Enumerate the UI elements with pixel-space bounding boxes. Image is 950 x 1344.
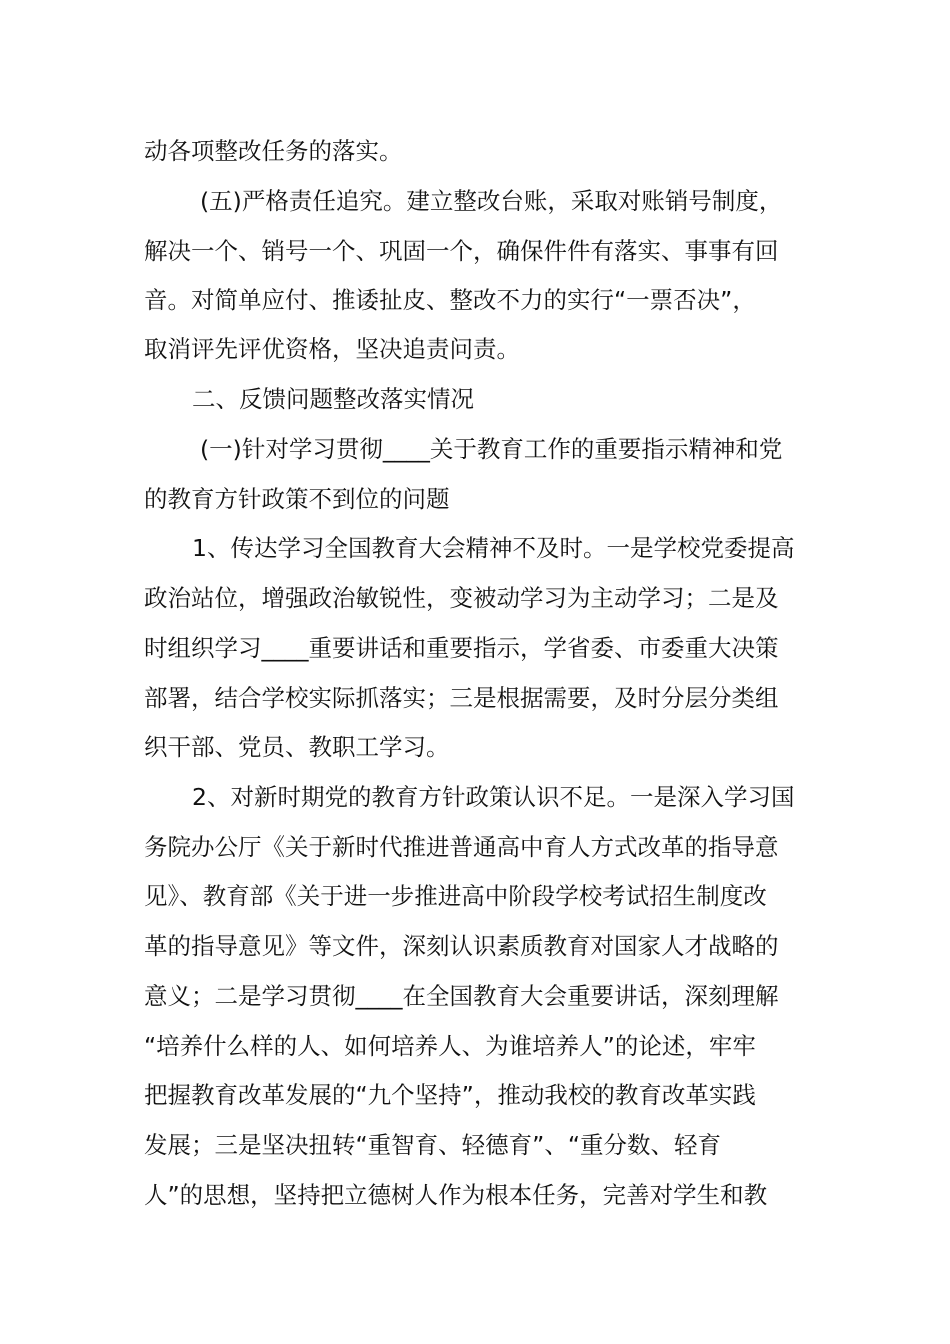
text-line: 部署，结合学校实际抓落实；三是根据需要，及时分层分类组 (144, 684, 779, 712)
text-line: 动各项整改任务的落实。 (144, 137, 403, 165)
text-line: 发展；三是坚决扭转“重智育、轻德育”、“重分数、轻育 (144, 1131, 722, 1159)
text-line: 取消评先评优资格，坚决追责问责。 (144, 335, 520, 363)
text-line: 见》、教育部《关于进一步推进高中阶段学校考试招生制度改 (144, 882, 767, 910)
section-heading: 二、反馈问题整改落实情况 (192, 385, 474, 413)
text-line: (五)严格责任追究。建立整改台账，采取对账销号制度， (200, 187, 783, 215)
text-line: 意义；二是学习贯彻____在全国教育大会重要讲话，深刻理解 (144, 982, 779, 1010)
subsection-heading: 的教育方针政策不到位的问题 (144, 485, 450, 513)
text-line: 务院办公厅《关于新时代推进普通高中育人方式改革的指导意 (144, 833, 779, 861)
text-line: 革的指导意见》等文件，深刻认识素质教育对国家人才战略的 (144, 932, 779, 960)
subsection-heading: (一)针对学习贯彻____关于教育工作的重要指示精神和党 (200, 435, 783, 463)
text-line: “培养什么样的人、如何培养人、为谁培养人”的论述，牢牢 (144, 1032, 756, 1060)
text-line: 2、对新时期党的教育方针政策认识不足。一是深入学习国 (192, 783, 795, 811)
text-line: 音。对简单应付、推诿扯皮、整改不力的实行“一票否决”， (144, 286, 756, 314)
text-line: 时组织学习____重要讲话和重要指示，学省委、市委重大决策 (144, 634, 779, 662)
text-line: 解决一个、销号一个、巩固一个，确保件件有落实、事事有回 (144, 237, 779, 265)
text-line: 政治站位，增强政治敏锐性，变被动学习为主动学习；二是及 (144, 584, 779, 612)
text-line: 人”的思想，坚持把立德树人作为根本任务，完善对学生和教 (144, 1181, 768, 1209)
text-line: 1、传达学习全国教育大会精神不及时。一是学校党委提高 (192, 534, 795, 562)
text-line: 把握教育改革发展的“九个坚持”，推动我校的教育改革实践 (144, 1081, 756, 1109)
text-line: 织干部、党员、教职工学习。 (144, 733, 450, 761)
